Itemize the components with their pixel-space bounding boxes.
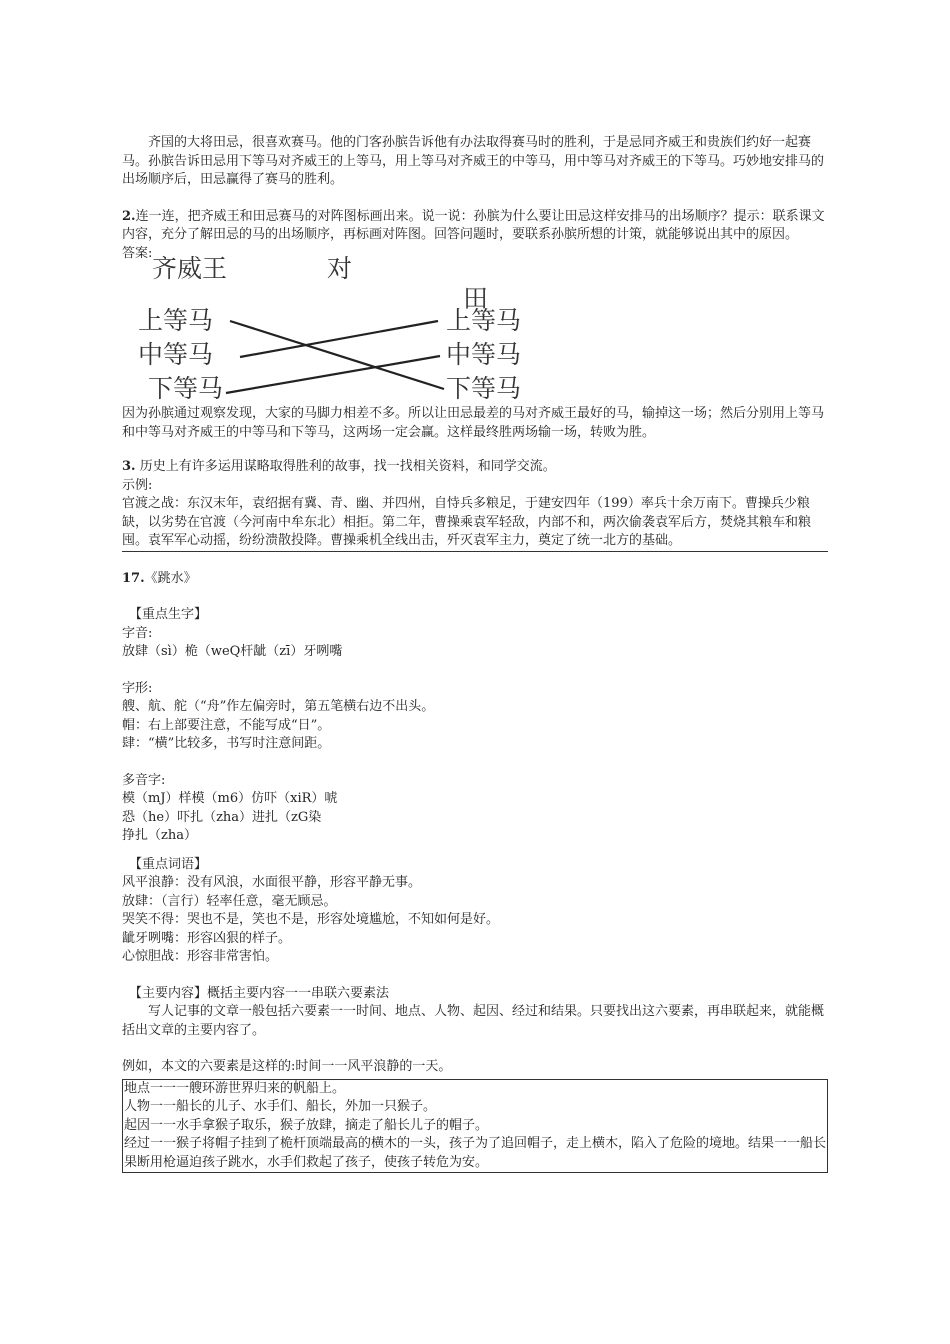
six-elements-line: 起因一一水手拿猴子取乐，猴子放肆，摘走了船长儿子的帽子。 [124, 1117, 489, 1133]
answer-label: 答案: [122, 245, 153, 261]
question-2 [122, 208, 828, 245]
diagram-connector-lines [122, 263, 542, 403]
six-elements-line: 人物一一船长的儿子、水手们、船长，外加一只猴子。 [124, 1099, 437, 1114]
diagram-left-top: 上等马 [138, 306, 214, 335]
diagram-right-middle: 中等马 [446, 340, 522, 369]
polyphone-label: 多音字: [122, 772, 166, 788]
line-bottom-to-middle [226, 356, 440, 393]
lesson-title [122, 570, 828, 589]
six-elements-line: 经过一一猴子将帽子挂到了桅杆顶端最高的横木的一头，孩子为了追回帽子，走上横木，陷入了危险的境地。结果一一船长果断用枪逼迫孩子跳水，水手们救起了孩子，使孩子转危为安。 [124, 1136, 827, 1170]
diagram-left-middle: 中等马 [138, 340, 214, 369]
words-heading: 【重点词语】 [129, 856, 208, 872]
pronunciation-label: 字音: [122, 625, 153, 641]
shape-line: 帽：右上部要注意，不能写成“日”。 [122, 717, 331, 733]
diagram-left-bottom: 下等马 [148, 374, 224, 403]
word-entry: 心惊胆战：形容非常害怕。 [122, 949, 279, 964]
diagram-right-top: 上等马 [446, 306, 522, 335]
six-elements-box [122, 1079, 828, 1174]
line-top-to-bottom [230, 321, 444, 389]
diagram-right-title: 田 [463, 284, 489, 313]
lesson-title-text: 《跳水》 [144, 570, 197, 586]
word-entry: 放肆：（言行）轻率任意，毫无顾忌。 [122, 893, 337, 909]
shape-line: 肆：“横”比较多，书写时注意间距。 [122, 736, 331, 751]
shape-label: 字形: [122, 680, 153, 696]
polyphone-line: 挣扎（zha） [122, 828, 197, 843]
document-page [122, 134, 828, 1173]
key-chars-heading: 【重点生字】 [129, 607, 208, 622]
polyphone-line: 恐（he）吓扎（zha）进扎（zG染 [122, 809, 322, 825]
word-entry: 风平浪静：没有风浪，水面很平静，形容平静无事。 [122, 875, 422, 890]
question-2-number: 2. [122, 208, 136, 224]
word-entry: 哭笑不得：哭也不是，笑也不是，形容处境尴尬，不知如何是好。 [122, 912, 500, 927]
lesson-title-number: 17. [122, 570, 145, 586]
shape-line: 艘、航、舵（“舟”作左偏旁时，第五笔横右边不出头。 [122, 699, 435, 714]
diagram-right-bottom: 下等马 [446, 374, 522, 403]
example-paragraph: 官渡之战：东汉末年，袁绍据有冀、青、幽、并四州，自恃兵多粮足，于建安四年（199）率兵十余万南下。曹操兵少粮缺，以劣势在官渡（今河南中牟东北）相拒。第二年，曹操乘袁军轻敌，内部不和，两次偷袭袁军后方，焚烧其粮车和粮囤。袁军军心动摇，纷纷溃散投降。曹操乘机全线出击，歼灭袁军主力，奠定了统一北方的基础。 [122, 495, 828, 552]
question-3 [122, 458, 828, 477]
main-content-heading: 【主要内容】概括主要内容一一串联六要素法 [129, 985, 390, 1001]
answer-explanation: 因为孙膑通过观察发现，大家的马脚力相差不多。所以让田忌最差的马对齐威王最好的马，输掉这一场；然后分别用上等马和中等马对齐威王的中等马和下等马，这两场一定会赢。这样最终胜两场输一场，转败为胜。 [122, 406, 825, 440]
question-2-text: 连一连，把齐威王和田忌赛马的对阵图标画出来。说一说：孙膑为什么要让田忌这样安排马的出场顺序？提示：联系课文内容，充分了解田忌的马的出场顺序，再标画对阵图。回答问题时，要联系孙膑所想的计策，就能够说出其中的原因。 [122, 208, 825, 242]
question-3-number: 3. [122, 459, 136, 474]
line-middle-to-top [240, 321, 438, 357]
polyphone-line: 模（mJ）样模（m6）仿吓（xiR）唬 [122, 791, 338, 806]
diagram-left-title: 齐威王 [152, 254, 228, 283]
six-elements-example: 例如，本文的六要素是这样的:时间一一风平浪静的一天。 [122, 1059, 452, 1074]
six-elements-line: 地点一一一艘环游世界归来的帆船上。 [124, 1080, 346, 1096]
matchup-diagram [122, 254, 542, 403]
question-3-text: 历史上有许多运用谋略取得胜利的故事，找一找相关资料，和同学交流。 [135, 459, 556, 474]
pronunciation-line: 放肆（sì）桅（weQ杆龇（zī）牙咧嘴 [122, 644, 343, 659]
word-entry: 龇牙咧嘴：形容凶狠的样子。 [122, 930, 292, 946]
example-label: 示例: [122, 477, 153, 493]
intro-paragraph: 齐国的大将田忌，很喜欢赛马。他的门客孙膑告诉他有办法取得赛马时的胜利，于是忌同齐威王和贵族们约好一起赛马。孙膑告诉田忌用下等马对齐威王的上等马，用上等马对齐威王的中等马，用中等马对齐威王的下等马。巧妙地安排马的出场顺序后，田忌赢得了赛马的胜利。 [122, 135, 825, 187]
diagram-middle-label: 对 [327, 254, 353, 283]
main-content-paragraph: 写人记事的文章一般包括六要素一一时间、地点、人物、起因、经过和结果。只要找出这六要素，再串联起来，就能概括出文章的主要内容了。 [122, 1004, 825, 1038]
